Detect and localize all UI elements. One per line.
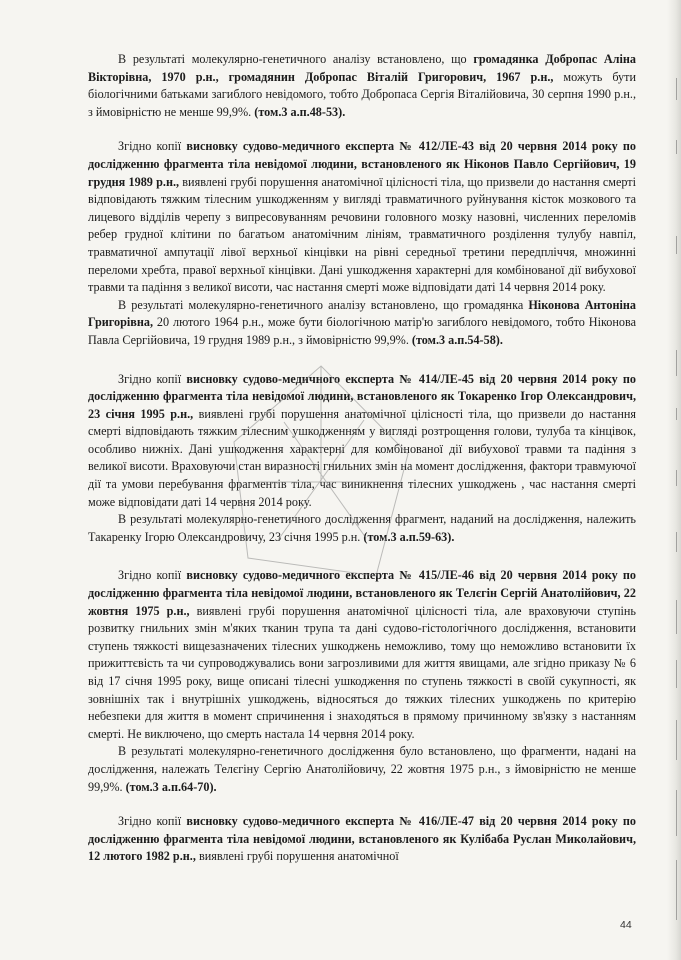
paragraph-expert-412 xyxy=(88,138,636,296)
text-run: В результаті молекулярно-генетичного дослідження фрагмент, наданий на дослідження, належить Такаренку Ігорю Олександровичу, 23 січня 1995 р.н. xyxy=(88,512,636,544)
bold-text-run: (том.3 а.п.59-63). xyxy=(363,529,455,544)
bold-text-run: (том.3 а.п.54-58). xyxy=(411,332,503,347)
paragraph-dna-tokarenko xyxy=(88,511,636,546)
text-run: можуть бути біологічними батьками загиблого невідомого, тобто Добропаса Сергія Віталійовича, 30 серпня 1990 р.н., з ймовірністю не менше 99,9%. xyxy=(88,69,636,119)
bold-text-run: (том.3 а.п.64-70). xyxy=(125,779,217,794)
text-run: 20 лютого 1964 р.н., може бути біологічною матір'ю загиблого невідомого, тобто Ніконова Павла Сергійовича, 19 грудня 1989 р.н., з ймовірністю 99,9%. xyxy=(88,315,636,347)
text-run: Згідно копії xyxy=(118,371,187,386)
text-run: виявлені грубі порушення анатомічної xyxy=(195,849,399,864)
text-run: виявлені грубі порушення анатомічної цілісності тіла, що призвели до настання смерті відповідають тяжким тілесним ушкодженням у вигляді травматичного руйнування кісток мозкового та лицевого відділів черепу з випресовуванням речовини головного мозку назовні, численних переломів ребер грудної клітини по багатьом анатомічним лініям, травматичного розділення тулубу навпіл, травматичної ампутації лівої верхньої кінцівки на рівні середньої третини передпліччя, множинні переломи хребта, правої верхньої кінцівки. Дані ушкодження характерні для комбінованої дії вибухової травми та падіння з великої висоти, час настання смерті може відповідати даті 14 червня 2014 року. xyxy=(88,174,636,295)
paragraph-expert-414 xyxy=(88,371,636,512)
paragraph-expert-416 xyxy=(88,813,636,866)
text-run: виявлені грубі порушення анатомічної цілісності тіла, але враховуючи ступінь розвитку гнильних змін м'яких тканин трупа та дані судово-гістологічного дослідження, встановити ступень тяжкості вищезазначених тілесних ушкоджень неможливо, тому що неможливо встановити їх прижиттєвість та чи супроводжувались вони загрозливими для життя явищами, але згідно приказу № 6 від 17 січня 1995 року, вище описані тілесні ушкодження по ступень тяжкості в своїй сукупності, як зовнішніх так і внутрішніх ушкоджень, відносяться до тяжких тілесних ушкоджень по критерію небезпеки для життя в момент спричинення і знаходяться в прямому причинному зв'язку з настанням смерті. Не виключено, що смерть настала 14 червня 2014 року. xyxy=(88,603,636,741)
page-edge-shadow xyxy=(667,0,681,960)
text-run: Згідно копії xyxy=(118,568,187,583)
bold-text-run: громадянка Добропас Аліна Вікторівна, 1970 р.н., громадянин Добропас Віталій Григорович, 1967 р.н., xyxy=(88,52,637,84)
text-run: В результаті молекулярно-генетичного аналізу встановлено, що громадянка xyxy=(118,297,529,312)
text-run: Згідно копії xyxy=(118,814,187,829)
paragraph-dna-nikonova xyxy=(88,297,636,350)
bold-text-run: Ніконова Антоніна Григорівна, xyxy=(88,297,636,330)
bold-text-run: висновку судово-медичного експерта № 415/ЛЕ-46 від 20 червня 2014 року по дослідженню фрагмента тіла невідомої людини, встановленого як Телєгін Сергій Анатолійович, 22 жовтня 1975 р.н., xyxy=(88,568,637,618)
text-run: виявлені грубі порушення анатомічної цілісності тіла, що призвели до настання смерті відповідають тяжким тілесним ушкодженням у вигляді розтрощення голови, тулуба та кінцівок, особливо нижніх. Дані ушкодження характерні для комбінованої дії вибухової травми та падіння з великої висоти. Враховуючи стан виразності гнильних змін на момент дослідження, фактори травмуючої дії та умови перебування фрагментів тіла, час виникнення тілесних ушкоджень , час настання смерті може відповідати даті 14 червня 2014 року. xyxy=(88,406,636,509)
paragraph-dna-dobropas xyxy=(88,51,636,121)
text-run: В результаті молекулярно-генетичного дослідження було встановлено, що фрагменти, надані на дослідження, належать Телєгіну Сергію Анатолійовичу, 22 жовтня 1975 р.н., з ймовірністю не менше 99,9%. xyxy=(88,744,636,794)
bold-text-run: (том.3 а.п.48-53). xyxy=(254,104,346,119)
text-run: Згідно копії xyxy=(118,139,187,154)
paragraph-dna-telegin xyxy=(88,743,636,796)
paragraph-expert-415 xyxy=(88,567,636,743)
bold-text-run: висновку судово-медичного експерта № 414/ЛЕ-45 від 20 червня 2014 року по дослідженню фрагмента тіла невідомої людини, встановленого як Токаренко Ігор Олександрович, 23 січня 1995 р.н., xyxy=(88,371,637,421)
text-run: В результаті молекулярно-генетичного аналізу встановлено, що xyxy=(118,52,474,66)
document-body xyxy=(88,51,636,866)
bold-text-run: висновку судово-медичного експерта № 412/ЛЕ-43 від 20 червня 2014 року по дослідженню фрагмента тіла невідомої людини, встановленого як Ніконов Павло Сергійович, 19 грудня 1989 р.н., xyxy=(88,139,637,189)
bold-text-run: висновку судово-медичного експерта № 416/ЛЕ-47 від 20 червня 2014 року по дослідженню фрагмента тіла невідомої людини, встановленого як Кулібаба Руслан Миколайович, 12 лютого 1982 р.н., xyxy=(88,814,637,864)
page-number: 44 xyxy=(620,919,632,931)
